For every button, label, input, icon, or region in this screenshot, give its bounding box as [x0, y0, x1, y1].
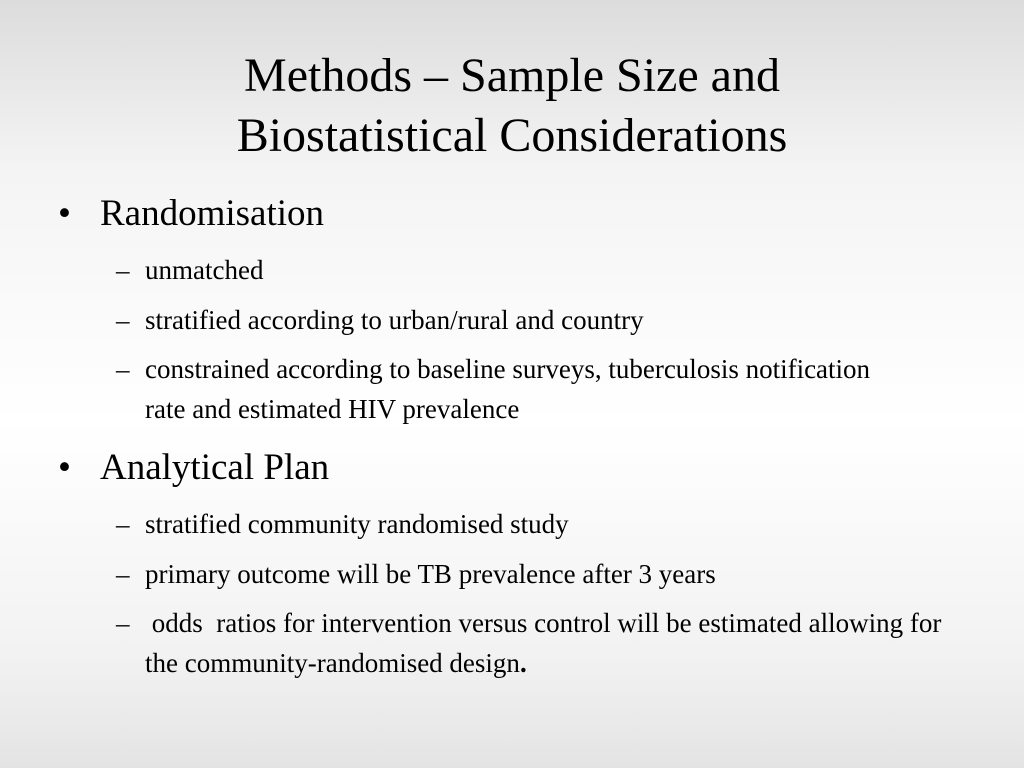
sub-item-body: odds ratios for intervention versus control will be estimated allowing for the community-randomised design	[145, 608, 949, 678]
bullet-heading: Randomisation	[100, 193, 325, 234]
title-line-2: Biostatistical Considerations	[236, 109, 788, 162]
sub-item-constrained	[116, 349, 916, 429]
sub-item-text: primary outcome will be TB prevalence after 3 years	[145, 559, 716, 589]
dash-mark: –	[116, 305, 130, 335]
sub-item-end-period: .	[519, 648, 527, 678]
dash-mark: –	[116, 559, 130, 589]
sub-item-text: stratified according to urban/rural and country	[145, 305, 644, 335]
bullet-randomisation	[58, 194, 324, 234]
title-line-1: Methods – Sample Size and	[244, 49, 780, 102]
dash-mark: –	[116, 354, 130, 384]
bullet-heading: Analytical Plan	[100, 447, 330, 488]
dash-mark: –	[116, 509, 130, 539]
sub-item-primary-outcome	[116, 554, 956, 594]
bullet-mark: •	[58, 193, 71, 234]
dash-mark: –	[116, 255, 130, 285]
bullet-mark: •	[58, 447, 71, 488]
sub-item-stratified	[116, 300, 956, 340]
dash-mark: –	[116, 608, 130, 638]
sub-item-unmatched	[116, 250, 956, 290]
sub-item-text: stratified community randomised study	[145, 509, 569, 539]
sub-item-text: constrained according to baseline surveys, tuberculosis notification rate and estimated HIV prevalence	[145, 354, 871, 424]
sub-item-study-design	[116, 504, 956, 544]
sub-item-odds-ratios	[116, 603, 949, 683]
sub-item-text	[145, 603, 949, 683]
sub-item-text: unmatched	[145, 255, 264, 285]
bullet-analytical-plan	[58, 448, 329, 488]
